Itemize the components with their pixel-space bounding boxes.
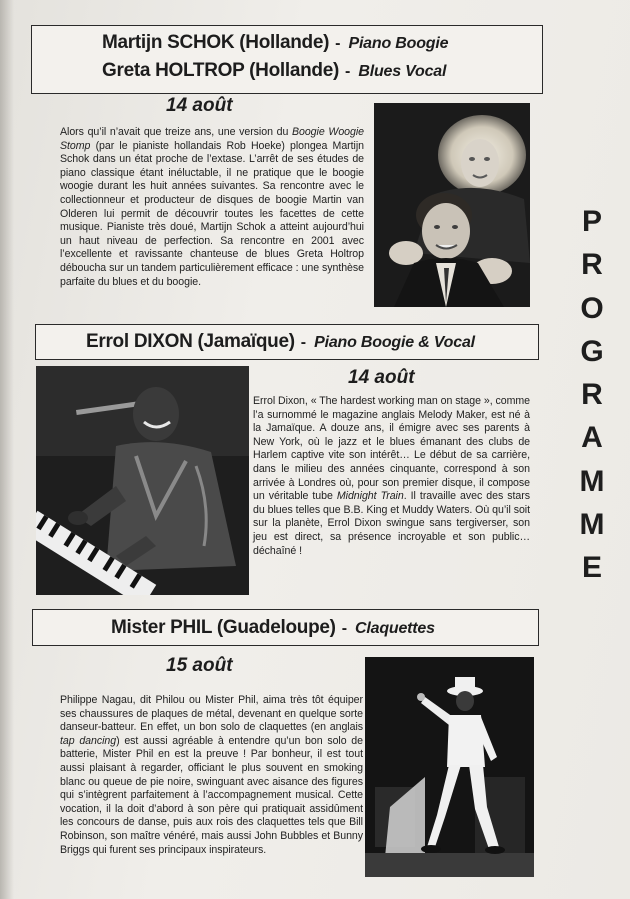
text-run: Errol Dixon, « The hardest working man on stage », comme l’a surnommé le magazine anglais Melody Maker, est né à la Jamaïque. A douze ans, il émigre avec ses parents à New York, où le jazz et le blues émanant des clubs de Harlem captive vite son intérêt… Le début de sa carrière, dans le milieu des années cinquante, correspond à son arrivée à Londres où, pour son premier disque, il compose un véritable tube (253, 395, 530, 503)
italic-title: Midnight Train (336, 490, 404, 503)
section3-text (60, 694, 363, 857)
section2-line (86, 331, 475, 353)
section1-header (31, 25, 543, 94)
separator: - (300, 334, 307, 351)
section1-date: 14 août (166, 95, 233, 116)
photo-errol-dixon (36, 366, 249, 595)
section1-text (60, 126, 364, 289)
page-edge-shadow (0, 0, 14, 899)
section2-date: 14 août (348, 367, 415, 388)
photo-schok-holtrop (374, 103, 530, 307)
artist-genre: Claquettes (355, 620, 435, 637)
separator: - (345, 63, 351, 80)
artist-name: Errol DIXON (Jamaïque) (86, 331, 295, 352)
section3-date: 15 août (166, 655, 233, 676)
text-run: . Il travaille avec des stars du blues telles que B.B. King et Muddy Waters. Où qu’il soit sur la planète, Errol Dixon swingue sans tergiverser, son jeu est direct, sa présence incroyable et son public… déchaîné ! (253, 490, 530, 557)
title-letter: E (581, 551, 602, 585)
section3-header (32, 609, 539, 646)
italic-title: Boogie Woogie Stomp (60, 126, 364, 152)
title-letter: O (580, 291, 604, 325)
title-letter: P (581, 205, 602, 238)
title-letter: M (579, 464, 605, 498)
text-run: Alors qu’il n’avait que treize ans, une version du (60, 126, 292, 138)
separator: - (335, 35, 341, 52)
programme-vertical-title (572, 200, 612, 590)
section2-text (253, 395, 530, 558)
section1-line2 (102, 60, 446, 82)
text-run: ) est aussi agréable à entendre qu’un bon solo de batterie, Mister Phil en est la preuve ! Par bonheur, il est tout aussi plaisant à regarder, officiant le plus souvent en smoking blanc ou queue de pie noire, swinguant avec aisance des figures qui s’intègrent parfaitement à l’accompagnement musical. Cette vocation, il la doit d’abord à son père qui pratiquait assidûment les concours de danse, puis aux rois des claquettes tels que Bill Robinson, son maître vénéré, mais aussi John Bubbles et Bunny Briggs qui furent ses principaux inspirateurs. (60, 734, 363, 856)
artist-name: Martijn SCHOK (Hollande) (102, 32, 330, 53)
artist-genre: Piano Boogie & Vocal (314, 334, 475, 351)
separator: - (341, 620, 348, 637)
artist-genre: Piano Boogie (348, 35, 449, 52)
text-run: (par le pianiste hollandais Rob Hoeke) plongea Martijn Schok dans un état proche de l’extase. L’arrêt de ses études de piano classique étant inéluctable, il ne pratique que le boogie woogie durant les huit années suivantes. Sa rencontre avec le collectionneur et producteur de disques de boogie Martin van Olderen lui permit de découvrir toutes les facettes de cette musique. Pianiste très doué, Martijn Schok a atteint aujourd’hui un haut niveau de perfection. Sa rencontre en 2001 avec l’excellente et ravissante chanteuse de blues Greta Holtrop déboucha sur un tandem particulièrement efficace : une synthèse parfaite du blues et du boogie. (60, 139, 364, 288)
italic-title: tap dancing (60, 734, 117, 747)
text-run: Philippe Nagau, dit Philou ou Mister Phil, aima très tôt équiper ses chaussures de plaques de métal, devenant en quelque sorte danseur-batteur. En effet, un bon solo de claquettes (en anglais (60, 694, 363, 734)
section2-header (35, 324, 539, 360)
title-letter: G (580, 334, 604, 368)
artist-name: Mister PHIL (Guadeloupe) (111, 617, 336, 638)
title-letter: M (579, 508, 605, 542)
photo-mister-phil (365, 657, 534, 877)
section1-line1 (102, 32, 448, 54)
title-letter: R (581, 248, 603, 282)
title-letter: A (581, 421, 603, 455)
artist-genre: Blues Vocal (358, 63, 447, 80)
section3-line (111, 617, 435, 639)
title-letter: R (581, 378, 603, 412)
artist-name: Greta HOLTROP (Hollande) (102, 60, 340, 81)
